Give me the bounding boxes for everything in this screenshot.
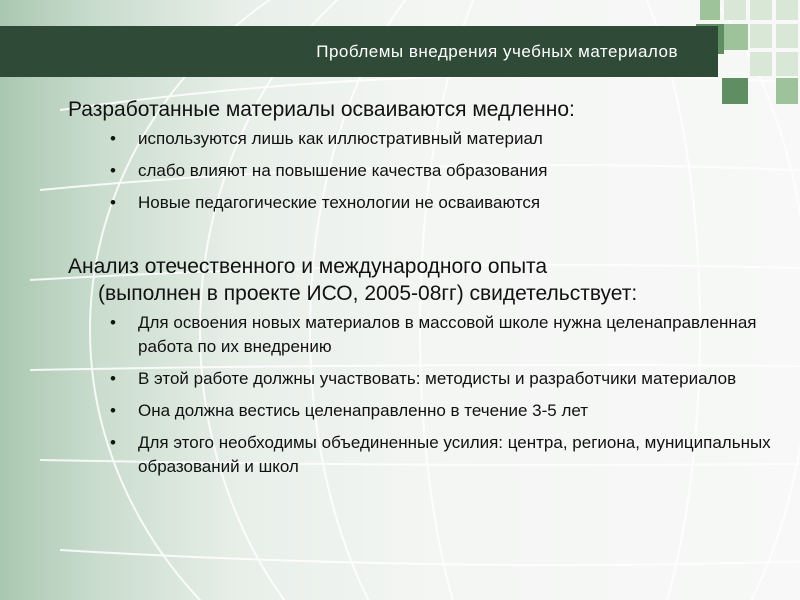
section-heading-continuation: (выполнен в проекте ИСО, 2005-08гг) свидетельствует: bbox=[98, 282, 638, 305]
list-item bbox=[68, 191, 788, 215]
list-item bbox=[68, 367, 788, 391]
decor-square bbox=[776, 52, 798, 76]
bullet-icon: • bbox=[110, 193, 116, 212]
decor-square bbox=[776, 0, 798, 20]
section-heading bbox=[68, 96, 788, 123]
section-heading-text: Анализ отечественного и международного опыта bbox=[68, 255, 548, 278]
bullet-list bbox=[68, 311, 788, 479]
section-heading bbox=[68, 253, 788, 307]
title-bar bbox=[0, 26, 718, 77]
decor-square bbox=[750, 24, 772, 48]
decor-square bbox=[750, 52, 772, 76]
slide-content bbox=[68, 96, 788, 487]
bullet-icon: • bbox=[110, 161, 116, 180]
list-item-text: Она должна вестись целенаправленно в течение 3-5 лет bbox=[138, 401, 589, 420]
list-item-text: Для этого необходимы объединенные усилия: центра, региона, муниципальных образований и школ bbox=[138, 433, 771, 476]
bullet-icon: • bbox=[110, 129, 116, 148]
list-item-text: В этой работе должны участвовать: методисты и разработчики материалов bbox=[138, 369, 737, 388]
list-item-text: используются лишь как иллюстративный материал bbox=[138, 129, 543, 148]
bullet-icon: • bbox=[110, 313, 116, 332]
bullet-icon: • bbox=[110, 433, 116, 452]
decor-square bbox=[700, 0, 720, 20]
list-item bbox=[68, 399, 788, 423]
bullet-icon: • bbox=[110, 369, 116, 388]
list-item bbox=[68, 159, 788, 183]
decor-square bbox=[724, 24, 748, 50]
bullet-icon: • bbox=[110, 401, 116, 420]
list-item bbox=[68, 431, 788, 479]
bullet-list bbox=[68, 127, 788, 215]
section-heading-text: Разработанные материалы осваиваются медленно: bbox=[68, 98, 575, 121]
list-item bbox=[68, 311, 788, 359]
list-item-text: Для освоения новых материалов в массовой школе нужна целенаправленная работа по их внедрению bbox=[138, 313, 757, 356]
slide-title: Проблемы внедрения учебных материалов bbox=[316, 42, 678, 61]
decor-square bbox=[776, 24, 798, 48]
list-item bbox=[68, 127, 788, 151]
list-item-text: слабо влияют на повышение качества образования bbox=[138, 161, 548, 180]
list-item-text: Новые педагогические технологии не осваиваются bbox=[138, 193, 541, 212]
decor-square bbox=[750, 0, 772, 20]
decor-square bbox=[724, 0, 746, 20]
